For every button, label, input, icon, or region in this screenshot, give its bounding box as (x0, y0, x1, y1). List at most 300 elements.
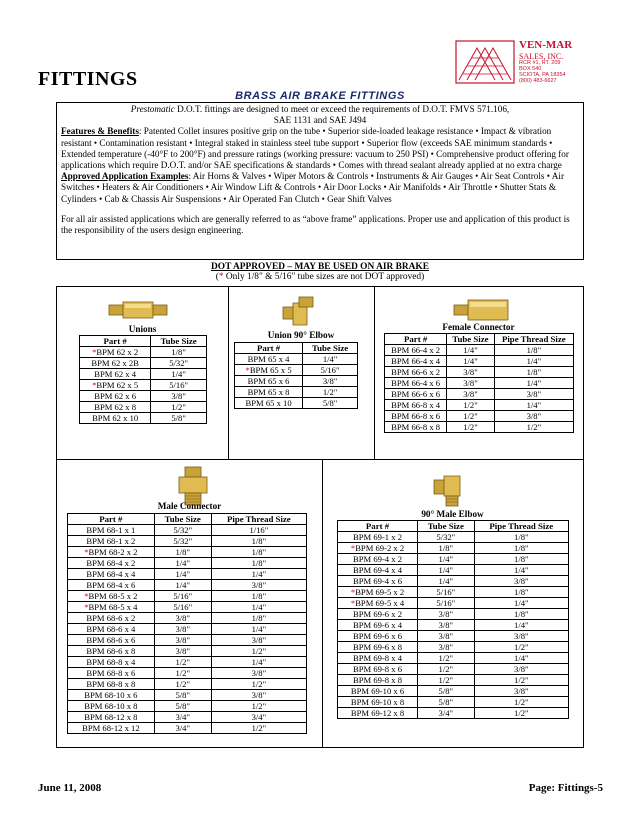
closing-paragraph: For all air assisted applications which are generally referred to as “above frame” applications. Proper use and application of this product is the responsibility of the users design engineering. (61, 213, 570, 236)
intro-standards-line (61, 104, 579, 115)
table-row (68, 613, 307, 624)
part-number-cell (80, 413, 151, 424)
part-number: BPM 69-5 x 4 (355, 598, 405, 608)
pipe-thread-size-cell: 1/2" (211, 646, 306, 657)
part-number: BPM 66-8 x 8 (391, 422, 441, 432)
part-number-cell (338, 565, 418, 576)
part-number: BPM 68-6 x 6 (86, 635, 136, 645)
unions-table (79, 335, 207, 424)
part-number: BPM 62 x 5 (96, 380, 139, 390)
pipe-thread-size-cell: 1/2" (474, 697, 568, 708)
not-dot-approved-marker: * (92, 347, 97, 357)
applications-label: Approved Application Examples (61, 171, 189, 182)
part-number: BPM 68-1 x 2 (86, 536, 136, 546)
part-number-cell (235, 398, 303, 409)
tube-size-cell: 1/4" (154, 569, 211, 580)
column-header: Part # (68, 514, 155, 525)
male-elbow-caption: 90° Male Elbow (421, 509, 484, 519)
table-row (68, 569, 307, 580)
table-row (68, 723, 307, 734)
union-elbow-caption: Union 90° Elbow (267, 330, 335, 340)
tube-size-cell: 3/8" (154, 635, 211, 646)
column-header: Part # (385, 334, 447, 345)
tube-size-cell: 5/16" (151, 380, 207, 391)
tube-size-cell: 1/2" (154, 679, 211, 690)
column-header: Pipe Thread Size (474, 521, 568, 532)
tube-size-cell: 3/8" (154, 624, 211, 635)
pipe-thread-size-cell: 1/8" (211, 536, 306, 547)
pipe-thread-size-cell: 3/8" (211, 580, 306, 591)
part-number: BPM 66-8 x 4 (391, 400, 441, 410)
part-number: BPM 66-4 x 6 (391, 378, 441, 388)
tube-size-cell: 5/8" (154, 690, 211, 701)
part-number-cell (68, 569, 155, 580)
part-number: BPM 69-4 x 2 (353, 554, 402, 564)
table-row (338, 697, 569, 708)
table-row (80, 402, 207, 413)
part-number-cell (68, 690, 155, 701)
not-dot-approved-marker: * (84, 591, 89, 601)
part-number: BPM 62 x 10 (92, 413, 139, 423)
part-number: BPM 65 x 6 (247, 376, 290, 386)
table-row (338, 653, 569, 664)
section-title: BRASS AIR BRAKE FITTINGS (235, 90, 405, 102)
pipe-thread-size-cell: 1/8" (474, 587, 568, 598)
table-row (338, 565, 569, 576)
tube-size-cell: 1/4" (303, 354, 358, 365)
part-number: BPM 69-2 x 2 (355, 543, 405, 553)
table-row (385, 367, 574, 378)
pipe-thread-size-cell: 1/4" (211, 624, 306, 635)
part-number: BPM 66-4 x 2 (391, 345, 441, 355)
column-header: Tube Size (154, 514, 211, 525)
part-number-cell (338, 576, 418, 587)
tube-size-cell: 1/2" (447, 411, 494, 422)
dot-paren: ( (215, 272, 219, 282)
tube-size-cell: 5/8" (154, 701, 211, 712)
tube-size-cell: 1/4" (151, 369, 207, 380)
part-number-cell (338, 554, 418, 565)
pipe-thread-size-cell: 1/4" (474, 598, 568, 609)
pipe-thread-size-cell: 1/2" (474, 642, 568, 653)
part-number-cell (68, 591, 155, 602)
column-header: Part # (338, 521, 418, 532)
tube-size-cell: 1/2" (154, 668, 211, 679)
table-row (385, 411, 574, 422)
part-number: BPM 66-4 x 4 (391, 356, 441, 366)
part-number-cell (68, 646, 155, 657)
part-number-cell (338, 598, 418, 609)
pipe-thread-size-cell: 1/4" (211, 569, 306, 580)
part-number-cell (68, 536, 155, 547)
union-fitting-icon (107, 299, 169, 321)
tube-size-cell: 3/8" (447, 378, 494, 389)
part-number: BPM 68-6 x 8 (86, 646, 136, 656)
part-number-cell (235, 387, 303, 398)
logo-address-line: SCIOTA, PA 18354 (519, 72, 566, 78)
part-number-cell (338, 664, 418, 675)
dot-approval-note (56, 262, 584, 282)
part-number-cell (68, 679, 155, 690)
table-row (338, 532, 569, 543)
table-row (80, 358, 207, 369)
not-dot-approved-marker: * (245, 365, 250, 375)
part-number-cell (68, 723, 155, 734)
table-row (338, 675, 569, 686)
part-number-cell (68, 668, 155, 679)
table-header-row (385, 334, 574, 345)
table-row (235, 376, 358, 387)
part-number-cell (338, 686, 418, 697)
divider (374, 287, 375, 459)
pipe-thread-size-cell: 3/4" (211, 712, 306, 723)
tube-size-cell: 1/2" (303, 387, 358, 398)
female-connector-caption: Female Connector (442, 322, 515, 332)
part-number: BPM 68-8 x 8 (86, 679, 136, 689)
not-dot-approved-marker: * (84, 602, 89, 612)
table-row (68, 635, 307, 646)
column-header: Part # (80, 336, 151, 347)
tube-size-cell: 3/8" (418, 609, 474, 620)
tube-size-cell: 5/16" (154, 591, 211, 602)
pipe-thread-size-cell: 1/2" (474, 708, 568, 719)
tube-size-cell: 5/8" (151, 413, 207, 424)
table-row (385, 400, 574, 411)
tube-size-cell: 3/8" (151, 391, 207, 402)
part-number: BPM 68-8 x 6 (86, 668, 136, 678)
divider (57, 459, 583, 460)
unions-caption: Unions (128, 324, 157, 334)
part-number-cell (68, 602, 155, 613)
tube-size-cell: 3/4" (418, 708, 474, 719)
brand-name: Prestomatic (130, 104, 175, 114)
pipe-thread-size-cell: 1/8" (474, 554, 568, 565)
column-header: Part # (235, 343, 303, 354)
part-number: BPM 69-8 x 4 (353, 653, 402, 663)
part-number-cell (338, 708, 418, 719)
table-row (385, 356, 574, 367)
pipe-thread-size-cell: 1/8" (474, 609, 568, 620)
part-number: BPM 68-1 x 1 (86, 525, 136, 535)
part-number-cell (235, 354, 303, 365)
not-dot-approved-marker: * (92, 380, 97, 390)
column-header: Tube Size (418, 521, 474, 532)
tube-size-cell: 3/8" (447, 389, 494, 400)
dot-footnote (56, 272, 584, 282)
tube-size-cell: 1/4" (418, 576, 474, 587)
part-number: BPM 62 x 4 (94, 369, 137, 379)
table-row (338, 686, 569, 697)
tube-size-cell: 1/4" (418, 565, 474, 576)
part-number: BPM 68-10 x 8 (84, 701, 138, 711)
part-number-cell (385, 356, 447, 367)
tube-size-cell: 5/16" (303, 365, 358, 376)
not-dot-approved-marker: * (350, 598, 356, 608)
part-number: BPM 69-10 x 6 (350, 686, 405, 696)
table-row (338, 631, 569, 642)
logo-company-suffix: SALES, INC. (519, 52, 564, 61)
table-row (68, 668, 307, 679)
male-elbow-table (337, 520, 569, 719)
table-row (68, 712, 307, 723)
ven-mar-logo-icon (455, 40, 515, 84)
pipe-thread-size-cell: 1/4" (474, 620, 568, 631)
divider (322, 459, 323, 747)
part-number: BPM 69-6 x 4 (353, 620, 402, 630)
part-number-cell (338, 631, 418, 642)
pipe-thread-size-cell: 1/8" (474, 532, 568, 543)
column-header: Tube Size (303, 343, 358, 354)
tube-size-cell: 3/8" (303, 376, 358, 387)
table-row (338, 642, 569, 653)
pipe-thread-size-cell: 3/8" (474, 664, 568, 675)
pipe-thread-size-cell: 3/8" (474, 631, 568, 642)
pipe-thread-size-cell: 3/8" (211, 635, 306, 646)
part-number: BPM 62 x 8 (94, 402, 137, 412)
table-row (338, 543, 569, 554)
part-number-cell (385, 367, 447, 378)
part-number: BPM 69-5 x 2 (355, 587, 405, 597)
company-logo (455, 40, 603, 90)
asterisk-marker: * (218, 272, 224, 282)
tube-size-cell: 3/8" (154, 646, 211, 657)
tube-size-cell: 5/16" (418, 598, 474, 609)
part-number: BPM 66-6 x 6 (391, 389, 441, 399)
table-row (68, 679, 307, 690)
tube-size-cell: 1/4" (447, 356, 494, 367)
tube-size-cell: 1/4" (154, 558, 211, 569)
part-number-cell (68, 635, 155, 646)
table-row (68, 536, 307, 547)
table-row (385, 422, 574, 433)
part-number-cell (68, 701, 155, 712)
table-row (68, 690, 307, 701)
table-row (80, 413, 207, 424)
table-row (68, 624, 307, 635)
tube-size-cell: 1/8" (151, 347, 207, 358)
column-header: Pipe Thread Size (211, 514, 306, 525)
intro-standards-line-2: SAE 1131 and SAE J494 (273, 115, 367, 126)
part-number: BPM 62 x 6 (94, 391, 137, 401)
tube-size-cell: 1/4" (447, 345, 494, 356)
page-title: FITTINGS (38, 68, 138, 90)
part-number-cell (68, 525, 155, 536)
table-row (338, 620, 569, 631)
dot-footnote-text: Only 1/8" & 5/16" tube sizes are not DOT approved) (223, 272, 425, 282)
part-number-cell (68, 580, 155, 591)
part-number: BPM 69-12 x 8 (350, 708, 405, 718)
pipe-thread-size-cell: 3/8" (474, 576, 568, 587)
part-number-cell (385, 411, 447, 422)
part-number: BPM 68-8 x 4 (86, 657, 136, 667)
part-number: BPM 69-4 x 6 (353, 576, 402, 586)
logo-address-line: BOX 540 (519, 66, 542, 72)
part-number: BPM 66-8 x 6 (391, 411, 441, 421)
logo-company-name: VEN-MAR (519, 39, 573, 51)
logo-address-line: RCR #1, RT. 209 (519, 60, 561, 66)
pipe-thread-size-cell: 1/8" (494, 345, 573, 356)
column-header: Pipe Thread Size (494, 334, 573, 345)
male-connector-caption: Male Connector (157, 501, 222, 511)
union-elbow-table (234, 342, 358, 409)
male-connector-table (67, 513, 307, 734)
fittings-grid (56, 286, 584, 748)
part-number: BPM 68-12 x 12 (82, 723, 140, 733)
pipe-thread-size-cell: 1/2" (474, 675, 568, 686)
part-number-cell (80, 347, 151, 358)
tube-size-cell: 5/8" (418, 686, 474, 697)
part-number-cell (80, 369, 151, 380)
table-row (338, 598, 569, 609)
tube-size-cell: 1/2" (418, 653, 474, 664)
tube-size-cell: 1/8" (418, 543, 474, 554)
pipe-thread-size-cell: 3/8" (211, 668, 306, 679)
table-header-row (68, 514, 307, 525)
pipe-thread-size-cell: 1/2" (211, 679, 306, 690)
pipe-thread-size-cell: 1/8" (211, 591, 306, 602)
tube-size-cell: 1/4" (418, 554, 474, 565)
part-number: BPM 69-6 x 8 (353, 642, 402, 652)
logo-phone: (800) 483-6627 (519, 78, 557, 84)
not-dot-approved-marker: * (350, 543, 356, 553)
part-number-cell (338, 532, 418, 543)
part-number-cell (235, 376, 303, 387)
part-number: BPM 62 x 2B (91, 358, 139, 368)
tube-size-cell: 3/8" (154, 613, 211, 624)
table-header-row (80, 336, 207, 347)
part-number: BPM 68-5 x 2 (88, 591, 138, 601)
table-row (80, 347, 207, 358)
not-dot-approved-marker: * (84, 547, 89, 557)
pipe-thread-size-cell: 3/8" (474, 686, 568, 697)
tube-size-cell: 5/32" (151, 358, 207, 369)
part-number-cell (385, 400, 447, 411)
table-row (385, 389, 574, 400)
table-row (68, 657, 307, 668)
pipe-thread-size-cell: 1/8" (211, 547, 306, 558)
table-header-row (338, 521, 569, 532)
table-row (80, 391, 207, 402)
applications-text: : Air Horns & Valves • Wiper Motors & Controls • Instruments & Air Gauges • Air Seat Controls • Air Switches • Heaters & Air Conditioners • Air Window Lift & Controls • Air Door Locks • Air Manifolds • Air Throttle • Shutter Stats & Cylinders • Cab & Chassis Air Suspensions • Air Operated Fan Clutch • Gear Shift Valves (61, 171, 565, 204)
tube-size-cell: 1/2" (447, 422, 494, 433)
part-number-cell (68, 547, 155, 558)
table-row (68, 525, 307, 536)
tube-size-cell: 1/2" (418, 675, 474, 686)
pipe-thread-size-cell: 1/4" (494, 378, 573, 389)
footer-page-number: Page: Fittings-5 (528, 782, 603, 794)
part-number-cell (385, 422, 447, 433)
applications-paragraph (61, 171, 579, 205)
part-number-cell (338, 653, 418, 664)
pipe-thread-size-cell: 1/8" (211, 613, 306, 624)
tube-size-cell: 3/8" (418, 642, 474, 653)
part-number-cell (338, 697, 418, 708)
part-number: BPM 65 x 5 (249, 365, 292, 375)
table-row (235, 387, 358, 398)
part-number-cell (80, 391, 151, 402)
intro-standards-text: D.O.T. fittings are designed to meet or exceed the requirements of D.O.T. FMVS 571.106, (174, 104, 510, 114)
table-row (338, 576, 569, 587)
part-number-cell (68, 624, 155, 635)
pipe-thread-size-cell: 1/8" (211, 558, 306, 569)
part-number: BPM 69-8 x 6 (353, 664, 402, 674)
part-number: BPM 69-6 x 2 (353, 609, 402, 619)
tube-size-cell: 5/32" (154, 536, 211, 547)
table-row (80, 369, 207, 380)
pipe-thread-size-cell: 1/8" (494, 367, 573, 378)
tube-size-cell: 1/2" (151, 402, 207, 413)
table-row (80, 380, 207, 391)
part-number: BPM 62 x 2 (96, 347, 139, 357)
male-elbow-fitting-icon (432, 470, 468, 508)
tube-size-cell: 5/8" (418, 697, 474, 708)
union-elbow-fitting-icon (279, 295, 319, 329)
part-number-cell (338, 675, 418, 686)
table-row (338, 708, 569, 719)
part-number-cell (338, 543, 418, 554)
part-number: BPM 68-4 x 2 (86, 558, 136, 568)
table-row (338, 554, 569, 565)
footer-date: June 11, 2008 (38, 782, 102, 794)
pipe-thread-size-cell: 1/2" (494, 422, 573, 433)
tube-size-cell: 3/4" (154, 712, 211, 723)
part-number-cell (385, 378, 447, 389)
intro-box (56, 102, 584, 260)
pipe-thread-size-cell: 1/4" (474, 565, 568, 576)
pipe-thread-size-cell: 1/4" (494, 400, 573, 411)
female-connector-fitting-icon (452, 297, 512, 323)
part-number-cell (338, 620, 418, 631)
tube-size-cell: 3/4" (154, 723, 211, 734)
female-connector-table (384, 333, 574, 433)
features-paragraph (61, 126, 579, 171)
part-number: BPM 68-2 x 2 (88, 547, 138, 557)
pipe-thread-size-cell: 1/2" (211, 723, 306, 734)
table-row (68, 701, 307, 712)
pipe-thread-size-cell: 3/8" (494, 389, 573, 400)
part-number: BPM 65 x 4 (247, 354, 290, 364)
part-number: BPM 68-6 x 4 (86, 624, 136, 634)
features-label: Features & Benefits (61, 126, 139, 137)
part-number: BPM 68-12 x 8 (84, 712, 138, 722)
features-text: : Patented Collet insures positive grip on the tube • Superior side-loaded leakage resistance • Impact & vibration resistant • Contamination resistant • Integral staked in stainless steel tube support • Superior flow (exceeds SAE minimum standards • Extended temperature (-40°F to 200°F) and pressure ratings (working pressure: vacuum to 250 PSI) • Comprehensive product offering for applications which require D.O.T. and/or SAE specifications & standards • Comes with thread sealant already applied at no extra charge (61, 126, 569, 171)
part-number: BPM 69-6 x 6 (353, 631, 402, 641)
pipe-thread-size-cell: 1/16" (211, 525, 306, 536)
table-row (68, 547, 307, 558)
part-number-cell (68, 558, 155, 569)
table-row (385, 378, 574, 389)
part-number-cell (385, 389, 447, 400)
part-number: BPM 68-6 x 2 (86, 613, 136, 623)
part-number-cell (68, 613, 155, 624)
table-row (235, 398, 358, 409)
part-number: BPM 68-5 x 4 (88, 602, 138, 612)
pipe-thread-size-cell: 1/4" (494, 356, 573, 367)
part-number-cell (338, 609, 418, 620)
pipe-thread-size-cell: 3/8" (494, 411, 573, 422)
tube-size-cell: 5/16" (418, 587, 474, 598)
table-row (338, 664, 569, 675)
table-row (68, 580, 307, 591)
table-row (338, 587, 569, 598)
part-number: BPM 66-6 x 2 (391, 367, 441, 377)
part-number: BPM 69-10 x 8 (350, 697, 405, 707)
part-number-cell (68, 712, 155, 723)
tube-size-cell: 3/8" (418, 631, 474, 642)
dot-heading: DOT APPROVED – MAY BE USED ON AIR BRAKE (211, 262, 429, 272)
part-number-cell (80, 358, 151, 369)
part-number: BPM 69-4 x 4 (353, 565, 402, 575)
